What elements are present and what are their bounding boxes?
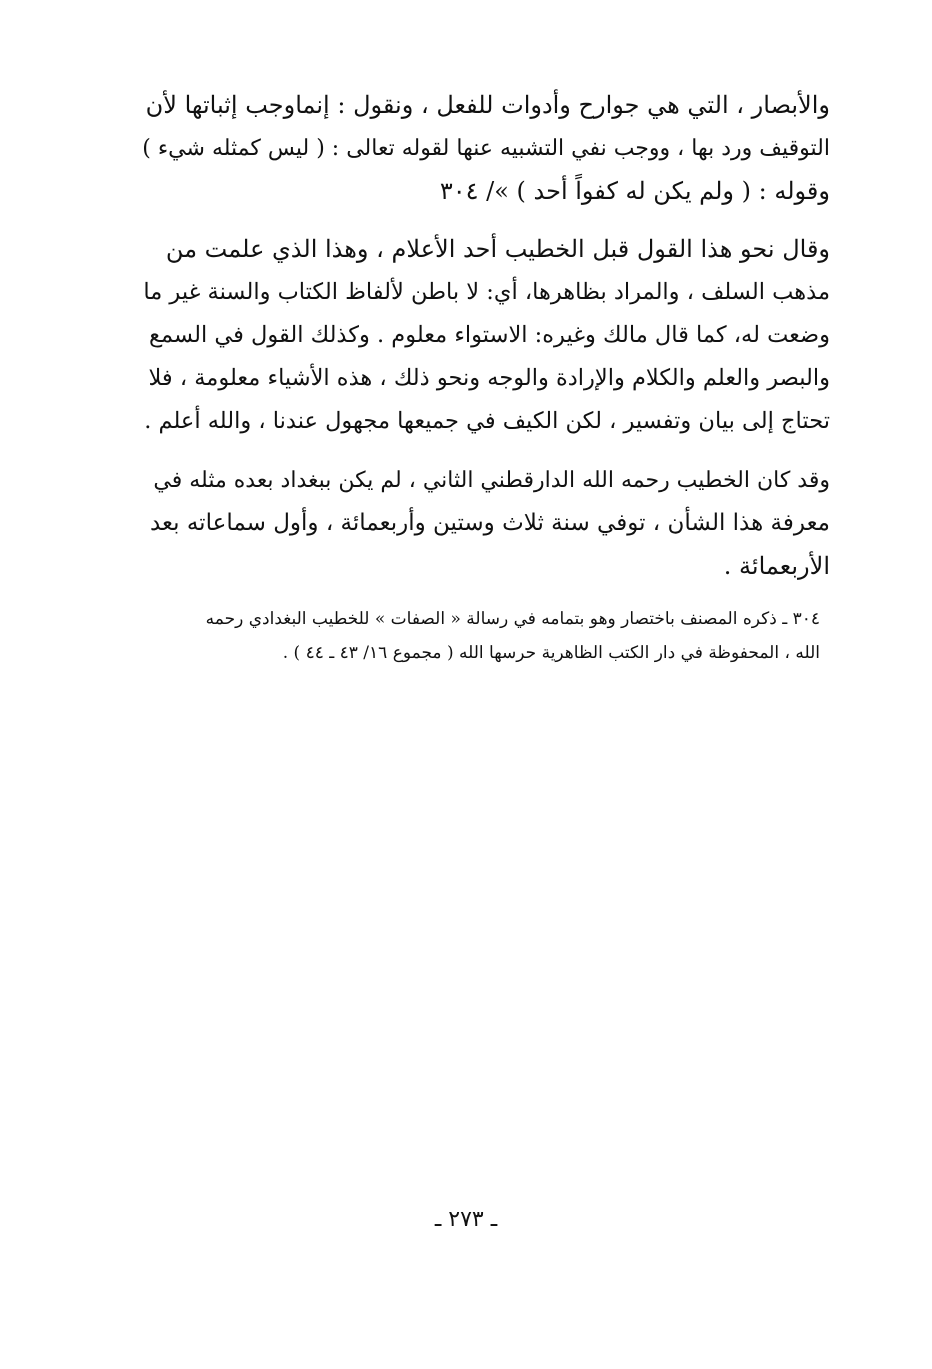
paragraph-2 <box>140 228 830 443</box>
paragraph-2-line-1: وقال نحو هذا القول قبل الخطيب أحد الأعلام ، وهذا الذي علمت من <box>165 235 830 263</box>
page-number: ـ ٢٧٣ ـ <box>434 1207 498 1232</box>
paragraph-2-line-4: والبصر والعلم والكلام والإرادة والوجه ونحو ذلك ، هذه الأشياء معلومة ، فلا <box>148 365 830 391</box>
footnote <box>150 602 820 670</box>
paragraph-2-line-5: تحتاج إلى بيان وتفسير ، لكن الكيف في جميعها مجهول عندنا ، والله أعلم . <box>144 408 830 434</box>
paragraph-3 <box>140 459 830 588</box>
paragraph-1 <box>140 84 830 213</box>
paragraph-3-line-1: وقد كان الخطيب رحمه الله الدارقطني الثاني ، لم يكن ببغداد بعده مثله في <box>153 468 830 493</box>
paragraph-1-line-2: التوقيف ورد بها ، ووجب نفي التشبيه عنها لقوله تعالى : ( ليس كمثله شيء ) <box>142 136 830 161</box>
paragraph-2-line-3: وضعت له، كما قال مالك وغيره: الاستواء معلوم . وكذلك القول في السمع <box>149 322 830 348</box>
paragraph-3-line-2: معرفة هذا الشأن ، توفي سنة ثلاث وستين وأربعمائة ، وأول سماعاته بعد <box>149 510 830 536</box>
paragraph-1-line-3: وقوله : ( ولم يكن له كفواً أحد ) »/ ٣٠٤ <box>439 177 830 205</box>
paragraph-1-line-1: والأبصار ، التي هي جوارح وأدوات للفعل ، ونقول : إنماوجب إثباتها لأن <box>145 91 830 119</box>
footnote-line-2: الله ، المحفوظة في دار الكتب الظاهرية حرسها الله ( مجموع ١٦/ ٤٣ ـ ٤٤ ) . <box>282 643 820 663</box>
footnote-line-1: ٣٠٤ ـ ذكره المصنف باختصار وهو بتمامه في رسالة « الصفات » للخطيب البغدادي رحمه <box>205 609 820 629</box>
paragraph-3-line-3: الأربعمائة . <box>723 552 830 580</box>
paragraph-2-line-2: مذهب السلف ، والمراد بظاهرها، أي: لا باطن لألفاظ الكتاب والسنة غير ما <box>143 279 830 305</box>
